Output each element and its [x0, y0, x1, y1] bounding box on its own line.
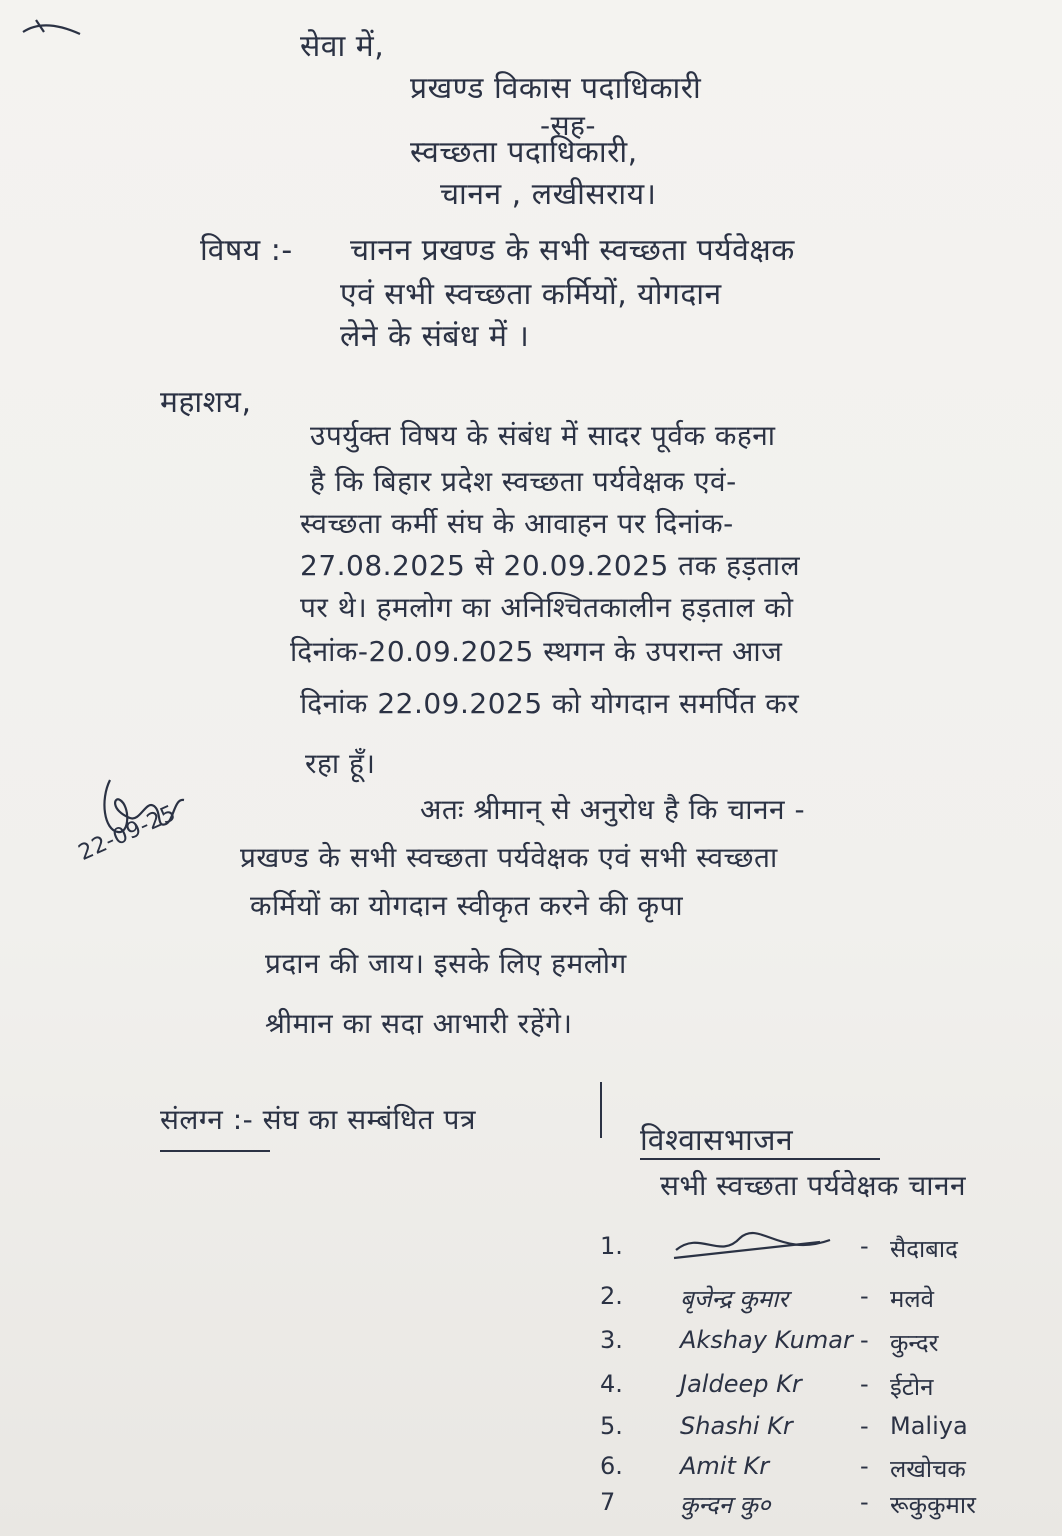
- signature-name: Amit Kr: [680, 1452, 770, 1480]
- signature-row: [600, 1370, 1030, 1410]
- signature-place: Maliya: [890, 1412, 968, 1440]
- signature-name: Akshay Kumar: [680, 1326, 853, 1354]
- signature-place: मलवे: [890, 1285, 934, 1313]
- body-line-7: दिनांक 22.09.2025 को योगदान समर्पित कर: [300, 687, 800, 720]
- signature-dash: -: [860, 1282, 869, 1310]
- request-line-3: कर्मियों का योगदान स्वीकृत करने की कृपा: [250, 889, 684, 922]
- scribbled-signature-icon: [670, 1220, 840, 1268]
- body-line-2: है कि बिहार प्रदेश स्वच्छता पर्यवेक्षक एवं-: [310, 465, 737, 498]
- signature-dash: -: [860, 1370, 869, 1398]
- body-line-4: 27.08.2025 से 20.09.2025 तक हड़ताल: [300, 549, 801, 582]
- subject-label: विषय :-: [200, 233, 293, 268]
- signature-place: लखोचक: [890, 1455, 966, 1483]
- signature-number: 5.: [600, 1412, 623, 1440]
- signature-number: 6.: [600, 1452, 623, 1480]
- signature-place: ईटोन: [890, 1373, 934, 1401]
- signature-name: Shashi Kr: [680, 1412, 793, 1440]
- margin-note-date: 22-09-25: [74, 800, 180, 866]
- recipient-line-3: स्वच्छता पदाधिकारी,: [410, 135, 638, 170]
- request-line-1: अतः श्रीमान् से अनुरोध है कि चानन -: [420, 793, 806, 826]
- signature-name: बृजेन्द्र कुमार: [680, 1285, 789, 1313]
- signature-dash: -: [860, 1412, 869, 1440]
- signature-name: Jaldeep Kr: [680, 1370, 802, 1398]
- request-line-5: श्रीमान का सदा आभारी रहेंगे।: [265, 1007, 573, 1040]
- signature-row: [600, 1452, 1030, 1492]
- recipient-line-1: प्रखण्ड विकास पदाधिकारी: [410, 71, 702, 106]
- signature-row: [600, 1232, 1030, 1272]
- enclosure-underline: [160, 1150, 270, 1152]
- body-line-3: स्वच्छता कर्मी संघ के आवाहन पर दिनांक-: [300, 507, 734, 540]
- signature-name: कुन्दन कु०: [680, 1491, 771, 1519]
- signature-number: 3.: [600, 1326, 623, 1354]
- signature-number: 1.: [600, 1232, 623, 1260]
- signature-dash: -: [860, 1326, 869, 1354]
- signature-dash: -: [860, 1232, 869, 1260]
- greeting: महाशय,: [160, 385, 252, 420]
- signature-number: 2.: [600, 1282, 623, 1310]
- body-line-1: उपर्युक्त विषय के संबंध में सादर पूर्वक कहना: [310, 419, 776, 452]
- signature-place: सैदाबाद: [890, 1235, 958, 1263]
- signature-row: [600, 1326, 1030, 1366]
- signature-place: रूकुकुमार: [890, 1491, 976, 1519]
- subject-line-2: एवं सभी स्वच्छता कर्मियों, योगदान: [340, 277, 722, 312]
- salutation-to: सेवा में,: [300, 29, 385, 64]
- signatory-group: सभी स्वच्छता पर्यवेक्षक चानन: [660, 1169, 967, 1202]
- body-line-6: दिनांक-20.09.2025 स्थगन के उपरान्त आज: [290, 635, 783, 668]
- signature-dash: -: [860, 1488, 869, 1516]
- signature-row: [600, 1488, 1030, 1528]
- signature-number: 7: [600, 1488, 616, 1516]
- body-line-5: पर थे। हमलोग का अनिश्चितकालीन हड़ताल को: [300, 591, 794, 624]
- request-line-4: प्रदान की जाय। इसके लिए हमलोग: [265, 947, 627, 980]
- signature-dash: -: [860, 1452, 869, 1480]
- closing: विश्वासभाजन: [640, 1123, 794, 1158]
- enclosure-note: संलग्न :- संघ का सम्बंधित पत्र: [160, 1103, 476, 1136]
- signature-row: [600, 1282, 1030, 1322]
- recipient-line-2: -सह-: [540, 109, 597, 142]
- closing-underline: [640, 1158, 880, 1160]
- body-line-8: रहा हूँ।: [305, 747, 376, 780]
- enclosure-bracket: [600, 1082, 602, 1138]
- signature-place: कुन्दर: [890, 1329, 939, 1357]
- subject-line-3: लेने के संबंध में ।: [340, 319, 530, 354]
- corner-pen-mark: [18, 18, 88, 38]
- recipient-line-4: चानन , लखीसराय।: [440, 177, 657, 212]
- signature-number: 4.: [600, 1370, 623, 1398]
- signature-row: [600, 1412, 1030, 1452]
- subject-line-1: चानन प्रखण्ड के सभी स्वच्छता पर्यवेक्षक: [350, 233, 795, 268]
- request-line-2: प्रखण्ड के सभी स्वच्छता पर्यवेक्षक एवं सभी स्वच्छता: [240, 841, 778, 874]
